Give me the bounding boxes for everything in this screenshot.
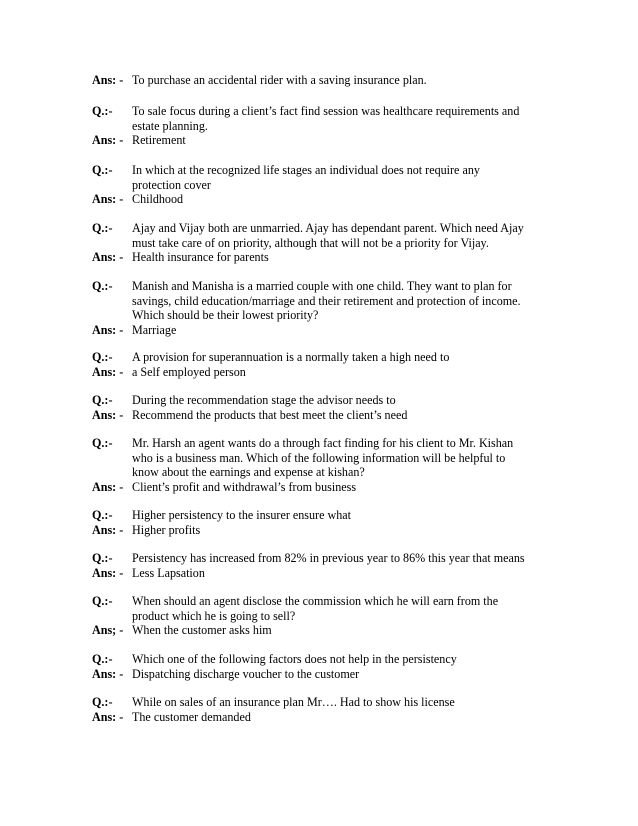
answer-row [92,250,552,265]
question-label: Q.:- [92,279,113,293]
qa-entry-4 [92,221,552,265]
question-label: Q.:- [92,104,113,118]
answer-label: Ans: - [92,709,124,724]
answer-label: Ans: - [92,73,124,87]
answer-row [92,192,552,207]
answer-row [92,365,552,380]
answer-text: Less Lapsation [132,565,205,580]
qa-entry-13 [92,695,552,724]
qa-entry-10 [92,551,552,580]
question-text: Ajay and Vijay both are unmarried. Ajay has dependant parent. Which need Ajay [132,221,524,235]
answer-row [92,73,552,88]
question-row [92,350,552,365]
answer-label: Ans: - [92,479,124,494]
answer-text: The customer demanded [132,709,251,724]
answer-text: Retirement [132,133,186,147]
question-text: Higher persistency to the insurer ensure what [132,508,351,522]
answer-text: Childhood [132,192,184,206]
question-label: Q.:- [92,551,113,565]
question-text: Which one of the following factors does not help in the persistency [132,652,457,666]
answer-label: Ans: - [92,407,124,422]
question-row [92,279,552,294]
answer-label: Ans; - [92,623,124,637]
answer-label: Ans: - [92,250,124,264]
answer-text: Health insurance for parents [132,250,269,264]
question-text: To sale focus during a client’s fact find session was healthcare requirements and [132,104,520,118]
answer-text: Marriage [132,322,177,337]
question-text: While on sales of an insurance plan Mr…. Had to show his license [132,695,455,709]
question-label: Q.:- [92,594,113,608]
qa-entry-11 [92,594,552,638]
question-row [92,465,552,480]
question-row [92,451,552,466]
question-text: savings, child education/marriage and their retirement and protection of income. [132,293,521,308]
question-row [92,163,552,178]
question-label: Q.:- [92,652,113,666]
answer-row [92,667,552,682]
answer-row [92,710,552,725]
qa-entry-2 [92,104,552,148]
qa-entry-12 [92,652,552,681]
question-row [92,436,552,451]
question-label: Q.:- [92,350,113,364]
qa-entry-7 [92,393,552,422]
answer-text: When the customer asks him [132,623,272,637]
answer-text: Recommend the products that best meet the client’s need [132,407,408,422]
question-row [92,104,552,119]
answer-row [92,133,552,148]
question-text: must take care of on priority, although that will not be a priority for Vijay. [132,235,489,250]
question-row [92,294,552,309]
question-row [92,119,552,134]
question-row [92,652,552,667]
question-text: estate planning. [132,118,208,133]
answer-row [92,480,552,495]
question-text: Persistency has increased from 82% in previous year to 86% this year that means [132,551,525,565]
question-label: Q.:- [92,436,113,450]
question-label: Q.:- [92,508,113,522]
question-text: During the recommendation stage the advisor needs to [132,393,396,407]
answer-row [92,566,552,581]
answer-text: a Self employed person [132,364,246,379]
question-row [92,393,552,408]
question-text: When should an agent disclose the commission which he will earn from the [132,594,499,608]
answer-row [92,323,552,338]
answer-label: Ans: - [92,565,124,580]
answer-text: To purchase an accidental rider with a saving insurance plan. [132,73,427,87]
question-text: Mr. Harsh an agent wants do a through fact finding for his client to Mr. Kishan [132,436,514,450]
question-row [92,551,552,566]
answer-row [92,408,552,423]
question-row [92,178,552,193]
question-row [92,221,552,236]
qa-entry-6 [92,350,552,379]
answer-text: Higher profits [132,522,201,537]
question-text: protection cover [132,177,211,192]
question-text: know about the earnings and expense at kishan? [132,465,365,479]
answer-text: Client’s profit and withdrawal’s from business [132,479,357,494]
question-label: Q.:- [92,163,113,177]
answer-text: Dispatching discharge voucher to the customer [132,666,360,681]
answer-row [92,623,552,638]
question-row [92,308,552,323]
question-row [92,236,552,251]
question-text: A provision for superannuation is a normally taken a high need to [132,350,450,364]
answer-label: Ans: - [92,666,124,681]
answer-row [92,523,552,538]
question-row [92,594,552,609]
question-row [92,695,552,710]
qa-entry-3 [92,163,552,207]
answer-label: Ans: - [92,133,124,147]
answer-label: Ans: - [92,364,124,379]
qa-entry-9 [92,508,552,537]
answer-label: Ans: - [92,192,124,206]
question-text: who is a business man. Which of the following information will be helpful to [132,450,506,465]
qa-entry-8 [92,436,552,494]
question-label: Q.:- [92,695,113,709]
question-label: Q.:- [92,393,113,407]
question-label: Q.:- [92,221,113,235]
question-text: product which he is going to sell? [132,608,296,623]
qa-entry-1 [92,73,552,88]
qa-entry-5 [92,279,552,337]
question-row [92,609,552,624]
question-text: In which at the recognized life stages an individual does not require any [132,163,480,177]
question-text: Which should be their lowest priority? [132,308,319,322]
question-row [92,508,552,523]
question-text: Manish and Manisha is a married couple with one child. They want to plan for [132,279,512,293]
answer-label: Ans: - [92,522,124,537]
answer-label: Ans: - [92,322,124,337]
